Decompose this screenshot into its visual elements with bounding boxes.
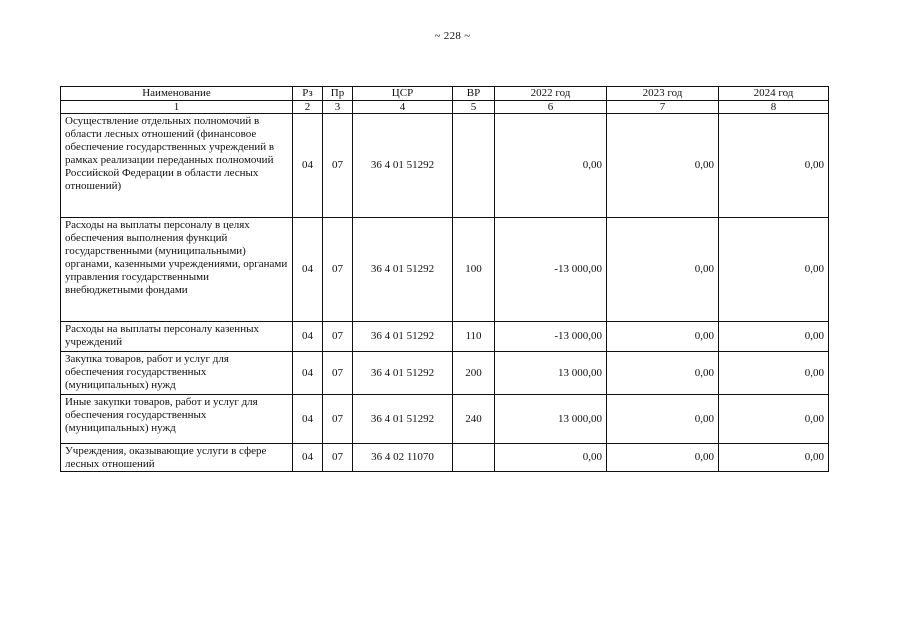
row-csr: 36 4 01 51292 [353, 395, 453, 444]
header-2023: 2023 год [607, 87, 719, 101]
index-cell: 2 [293, 101, 323, 114]
page-number: ~ 228 ~ [434, 30, 471, 42]
row-vr [453, 444, 495, 472]
row-csr: 36 4 01 51292 [353, 322, 453, 352]
row-pr: 07 [323, 395, 353, 444]
table-row [61, 444, 829, 472]
row-csr: 36 4 01 51292 [353, 218, 453, 322]
table-row [61, 352, 829, 395]
table-row [61, 114, 829, 218]
header-rz: Рз [293, 87, 323, 101]
row-2022: -13 000,00 [495, 322, 607, 352]
row-name: Расходы на выплаты персоналу казенных учреждений [61, 322, 293, 352]
row-2024: 0,00 [719, 114, 829, 218]
row-pr: 07 [323, 444, 353, 472]
index-cell: 7 [607, 101, 719, 114]
table-row [61, 395, 829, 444]
row-2024: 0,00 [719, 352, 829, 395]
row-csr: 36 4 01 51292 [353, 352, 453, 395]
row-2024: 0,00 [719, 218, 829, 322]
index-cell: 1 [61, 101, 293, 114]
row-2024: 0,00 [719, 322, 829, 352]
header-2024: 2024 год [719, 87, 829, 101]
row-2023: 0,00 [607, 218, 719, 322]
row-2022: -13 000,00 [495, 218, 607, 322]
row-2022: 13 000,00 [495, 395, 607, 444]
header-row [61, 87, 829, 101]
row-rz: 04 [293, 322, 323, 352]
budget-table [60, 86, 829, 472]
row-name: Иные закупки товаров, работ и услуг для обеспечения государственных (муниципальных) нужд [61, 395, 293, 444]
row-pr: 07 [323, 352, 353, 395]
row-vr: 110 [453, 322, 495, 352]
row-name: Учреждения, оказывающие услуги в сфере лесных отношений [61, 444, 293, 472]
index-cell: 5 [453, 101, 495, 114]
row-rz: 04 [293, 114, 323, 218]
row-rz: 04 [293, 218, 323, 322]
row-name: Осуществление отдельных полномочий в области лесных отношений (финансовое обеспечение государственных учреждений в рамках реализации переданных полномочий Российской Федерации в области лесных отношений) [61, 114, 293, 218]
table-row [61, 322, 829, 352]
row-name: Расходы на выплаты персоналу в целях обеспечения выполнения функций государственными (муниципальными) органами, казенными учреждениями, органами управления государственными внебюджетными фондами [61, 218, 293, 322]
row-csr: 36 4 01 51292 [353, 114, 453, 218]
row-2022: 13 000,00 [495, 352, 607, 395]
row-2023: 0,00 [607, 114, 719, 218]
header-csr: ЦСР [353, 87, 453, 101]
row-2024: 0,00 [719, 444, 829, 472]
row-2024: 0,00 [719, 395, 829, 444]
header-vr: ВР [453, 87, 495, 101]
row-2023: 0,00 [607, 352, 719, 395]
row-vr [453, 114, 495, 218]
row-name: Закупка товаров, работ и услуг для обеспечения государственных (муниципальных) нужд [61, 352, 293, 395]
row-2023: 0,00 [607, 395, 719, 444]
row-vr: 240 [453, 395, 495, 444]
table-row [61, 218, 829, 322]
row-2022: 0,00 [495, 114, 607, 218]
row-pr: 07 [323, 218, 353, 322]
row-vr: 200 [453, 352, 495, 395]
index-cell: 6 [495, 101, 607, 114]
row-vr: 100 [453, 218, 495, 322]
index-cell: 8 [719, 101, 829, 114]
row-2022: 0,00 [495, 444, 607, 472]
header-name: Наименование [61, 87, 293, 101]
header-2022: 2022 год [495, 87, 607, 101]
row-pr: 07 [323, 322, 353, 352]
row-csr: 36 4 02 11070 [353, 444, 453, 472]
index-cell: 3 [323, 101, 353, 114]
row-2023: 0,00 [607, 322, 719, 352]
row-rz: 04 [293, 395, 323, 444]
index-cell: 4 [353, 101, 453, 114]
row-rz: 04 [293, 444, 323, 472]
row-pr: 07 [323, 114, 353, 218]
index-row [61, 101, 829, 114]
row-rz: 04 [293, 352, 323, 395]
header-pr: Пр [323, 87, 353, 101]
row-2023: 0,00 [607, 444, 719, 472]
